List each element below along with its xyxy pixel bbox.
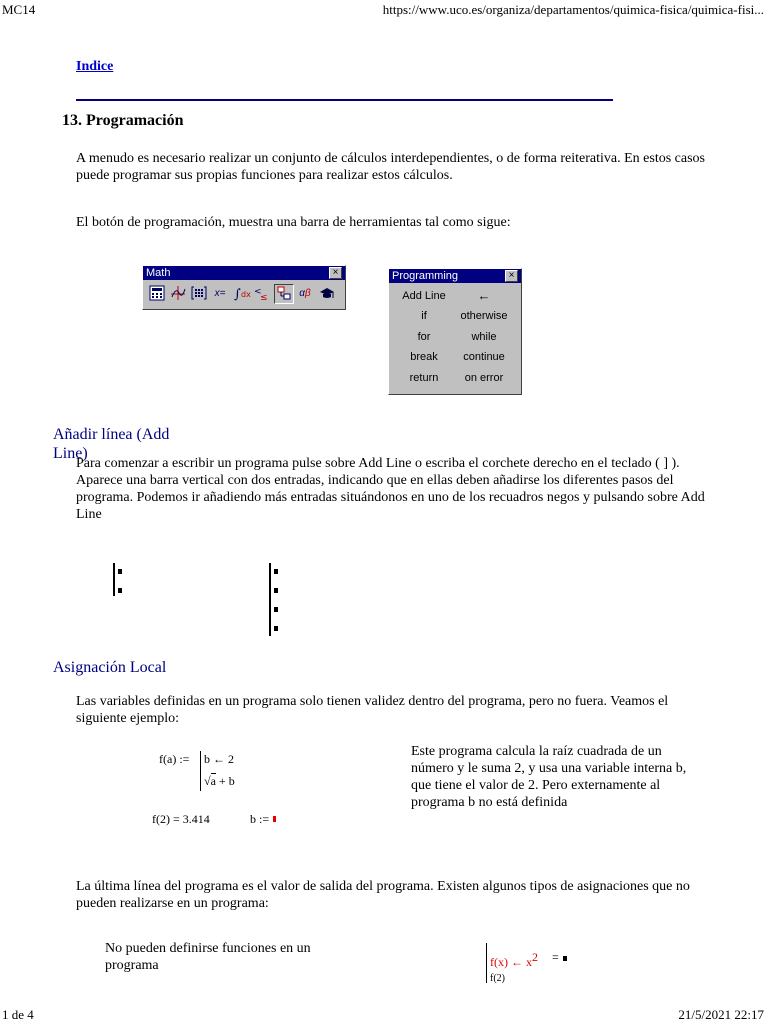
divider <box>76 99 613 101</box>
cut-off-line: f(2) <box>490 973 505 984</box>
add-line-paragraph: Para comenzar a escribir un programa pulse sobre Add Line o escriba el corchete derecho en el teclado ( ] ). Aparece una barra vertical con dos entradas, indicando que en ellas deben añadirse los diferentes pasos del programa. Podemos ir añadiendo más entradas situándonos en uno de los recuadros negos y pulsando sobre Add Line <box>76 456 705 522</box>
calculator-icon[interactable] <box>148 285 166 303</box>
placeholder <box>563 956 567 961</box>
add-line-button[interactable]: Add Line <box>402 290 446 302</box>
page-title: 13. Programación <box>62 112 184 129</box>
local-paragraph: Las variables definidas en un programa solo tienen validez dentro del programa, pero no fuera. Veamos el siguiente ejemplo: <box>76 694 669 726</box>
program-line-1: b ← 2 <box>204 752 234 766</box>
svg-text:∫: ∫ <box>234 287 241 302</box>
error-placeholder <box>273 816 276 822</box>
equals-sign: = <box>552 950 559 964</box>
while-button[interactable]: while <box>471 331 497 343</box>
close-icon[interactable]: × <box>505 270 518 282</box>
intro-paragraph: A menudo es necesario realizar un conjunto de cálculos interdependientes, o de forma reiterativa. En estos casos puede programar sus propias funciones para realizar estos cálculos. <box>76 151 705 183</box>
matrix-icon[interactable] <box>190 285 208 303</box>
programming-toolbar <box>388 268 522 395</box>
programming-icon[interactable] <box>274 284 294 304</box>
local-assign-button[interactable]: ← <box>477 288 491 303</box>
placeholder <box>274 626 278 631</box>
add-line-heading: Añadir línea (Add Line) <box>53 426 170 462</box>
program-line-2-rest: + b <box>215 774 235 788</box>
on-error-button[interactable]: on error <box>464 372 504 384</box>
illegal-expr: f(x) ← x <box>490 955 532 969</box>
program-line-2 <box>204 774 235 789</box>
placeholder <box>274 569 278 574</box>
illegal-function-expression <box>490 950 538 970</box>
program-bar-two <box>113 563 115 596</box>
svg-text:<: < <box>254 287 262 297</box>
calculus-icon[interactable] <box>232 285 250 303</box>
programming-toolbar-titlebar <box>389 269 521 283</box>
math-toolbar-title: Math <box>146 267 171 279</box>
svg-text:dx: dx <box>241 290 251 299</box>
local-heading: Asignación Local <box>53 659 167 676</box>
button-paragraph: El botón de programación, muestra una barra de herramientas tal como sigue: <box>76 215 511 230</box>
program-bar-four <box>269 563 271 636</box>
return-button[interactable]: return <box>409 372 439 384</box>
last-line-paragraph: La última línea del programa es el valor de salida del programa. Existen algunos tipos de asignaciones que no pueden realizarse en un programa: <box>76 879 690 911</box>
placeholder <box>118 588 122 593</box>
greek-icon[interactable]: αβ <box>299 288 311 299</box>
no-functions-text: No pueden definirse funciones en un programa <box>105 941 311 973</box>
exponent: 2 <box>532 950 538 964</box>
symbolic-icon[interactable] <box>318 285 336 303</box>
placeholder <box>118 569 122 574</box>
footer-date: 21/5/2021 22:17 <box>678 1007 764 1022</box>
continue-button[interactable]: continue <box>463 351 505 363</box>
svg-text:≤: ≤ <box>260 293 268 303</box>
boolean-icon[interactable] <box>253 285 271 303</box>
programming-toolbar-title: Programming <box>392 270 459 282</box>
footer-page: 1 de 4 <box>2 1007 34 1022</box>
header-url: https://www.uco.es/organiza/departamentos/quimica-fisica/quimica-fisi... <box>382 2 764 17</box>
function-definition: f(a) := <box>159 752 190 766</box>
break-button[interactable]: break <box>410 351 438 363</box>
math-toolbar <box>142 265 346 310</box>
if-button[interactable]: if <box>421 310 427 322</box>
otherwise-button[interactable]: otherwise <box>460 310 508 322</box>
placeholder <box>274 588 278 593</box>
evaluation-icon[interactable]: x= <box>214 288 226 299</box>
result-expression: f(2) = 3.414 <box>152 812 210 826</box>
placeholder <box>274 607 278 612</box>
sqrt-icon: √ <box>204 774 211 788</box>
program-bar <box>200 751 201 791</box>
b-definition: b := <box>250 812 270 826</box>
program-bar <box>486 943 487 983</box>
index-link[interactable]: Indice <box>76 59 114 74</box>
math-toolbar-titlebar <box>143 266 345 280</box>
sqrt-arg: a <box>210 774 216 788</box>
graph-icon[interactable] <box>169 285 187 303</box>
for-button[interactable]: for <box>417 331 431 343</box>
local-note: Este programa calcula la raíz cuadrada de un número y le suma 2, y usa una variable interna b, que tiene el valor de 2. Pero externamente al programa b no está definida <box>411 744 687 810</box>
header-title: MC14 <box>2 2 36 17</box>
close-icon[interactable]: × <box>329 267 342 279</box>
